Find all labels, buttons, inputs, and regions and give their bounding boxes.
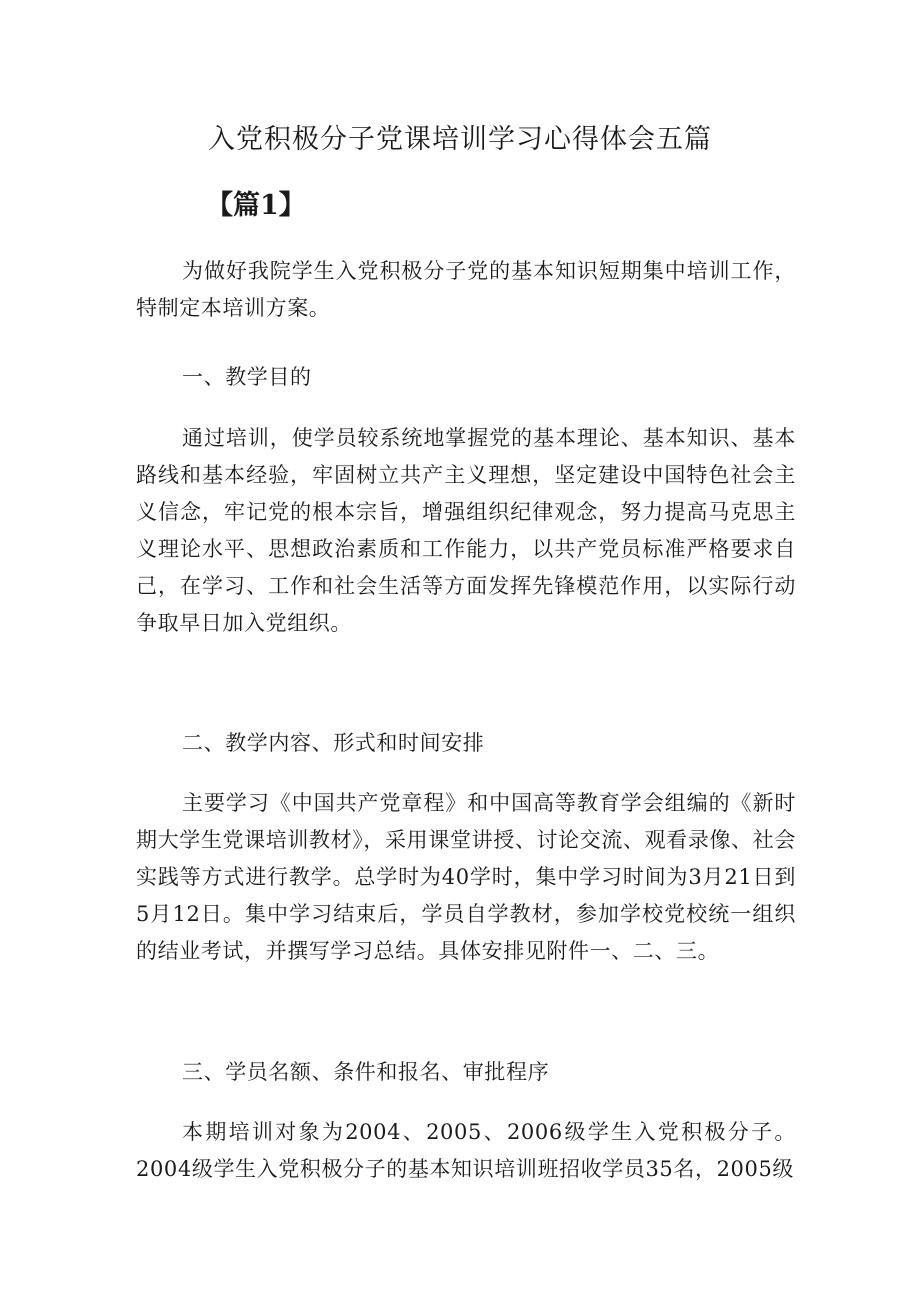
- section-heading-enrollment: 三、学员名额、条件和报名、审批程序: [182, 1060, 550, 1084]
- section-body-content: 主要学习《中国共产党章程》和中国高等教育学会组编的《新时期大学生党课培训教材》，采用课堂讲授、讨论交流、观看录像、社会实践等方式进行教学。总学时为40学时，集中学习时间为3月21日到5月12日。集中学习结束后，学员自学教材，参加学校党校统一组织的结业考试，并撰写学习总结。具体安排见附件一、二、三。: [136, 791, 796, 963]
- section-heading-content: 二、教学内容、形式和时间安排: [182, 731, 485, 755]
- section-heading-goal: 一、教学目的: [182, 365, 312, 389]
- document-title: 入党积极分子党课培训学习心得体会五篇: [208, 124, 712, 155]
- section-body-enrollment: 本期培训对象为2004、2005、2006级学生入党积极分子。2004级学生入党积极分子的基本知识培训班招收学员35名，2005级: [136, 1120, 796, 1181]
- section-tag: 【篇1】: [206, 190, 306, 221]
- section-body-goal: 通过培训，使学员较系统地掌握党的基本理论、基本知识、基本路线和基本经验，牢固树立共产主义理想，坚定建设中国特色社会主义信念，牢记党的根本宗旨，增强组织纪律观念，努力提高马克思主义理论水平、思想政治素质和工作能力，以共产党员标准严格要求自己，在学习、工作和社会生活等方面发挥先锋模范作用，以实际行动争取早日加入党组织。: [136, 426, 796, 635]
- intro-paragraph: 为做好我院学生入党积极分子党的基本知识短期集中培训工作，特制定本培训方案。: [136, 259, 796, 320]
